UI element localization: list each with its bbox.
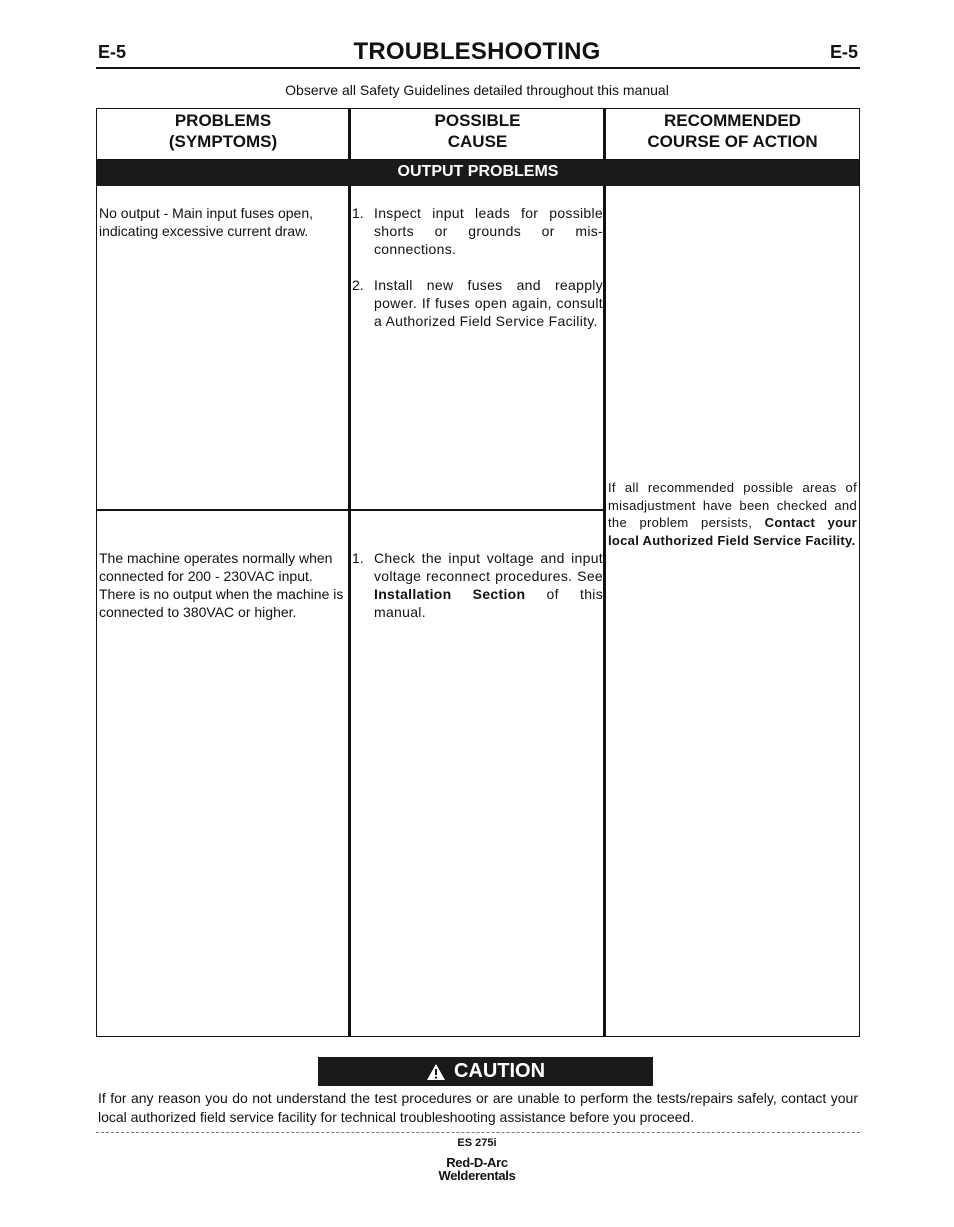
recommended-action: If all recommended possible areas of misadjustment have been checked and the problem persists, Contact your local Authorized Field Service Facility. xyxy=(608,480,857,548)
caution-text: If for any reason you do not understand the test procedures or are unable to perform the tests/repairs safely, contact your local authorized field service facility for technical troubleshooting assistance before you proceed. xyxy=(98,1090,858,1125)
company-logo: Red-D-Arc Welderentals xyxy=(438,1155,516,1183)
page-title: TROUBLESHOOTING xyxy=(353,38,601,65)
section-header: OUTPUT PROBLEMS xyxy=(97,160,859,186)
cause-text: Check the input voltage and input voltage reconnect procedures. See Installation Section of this manual. xyxy=(374,550,603,620)
safety-note: Observe all Safety Guidelines detailed throughout this manual xyxy=(285,82,669,98)
cause-list-1 xyxy=(352,204,603,330)
column-divider-2 xyxy=(603,108,606,1037)
warning-triangle-icon xyxy=(426,1063,446,1081)
cause-item: 2. Install new fuses and reapply power. If fuses open again, consult a Authorized Field Service Facility. xyxy=(352,277,603,329)
column-divider-1 xyxy=(348,108,351,1037)
model-number: ES 275i xyxy=(457,1137,497,1149)
header-rule xyxy=(96,67,860,69)
column-header-action: RECOMMENDED COURSE OF ACTION xyxy=(647,111,818,151)
page-number-right: E-5 xyxy=(829,42,858,62)
column-header-problems: PROBLEMS (SYMPTOMS) xyxy=(168,111,278,151)
symptom-1: No output - Main input fuses open, indicating excessive current draw. xyxy=(99,205,314,239)
column-header-cause: POSSIBLE CAUSE xyxy=(434,111,521,151)
caution-label: CAUTION xyxy=(453,1060,546,1082)
cause-item: 1. Inspect input leads for possible shorts or grounds or mis-connections. xyxy=(352,205,603,257)
cause-list-2 xyxy=(352,549,603,621)
cause-item: 1. Check the input voltage and input voltage reconnect procedures. See Installation Section of this manual. xyxy=(352,550,603,620)
row-divider xyxy=(96,509,605,511)
caution-banner xyxy=(318,1057,653,1086)
symptom-2: The machine operates normally when connected for 200 - 230VAC input. There is no output when the machine is connected to 380VAC or higher. xyxy=(99,550,344,620)
page-number-left: E-5 xyxy=(98,42,127,62)
footer-rule xyxy=(96,1132,860,1133)
